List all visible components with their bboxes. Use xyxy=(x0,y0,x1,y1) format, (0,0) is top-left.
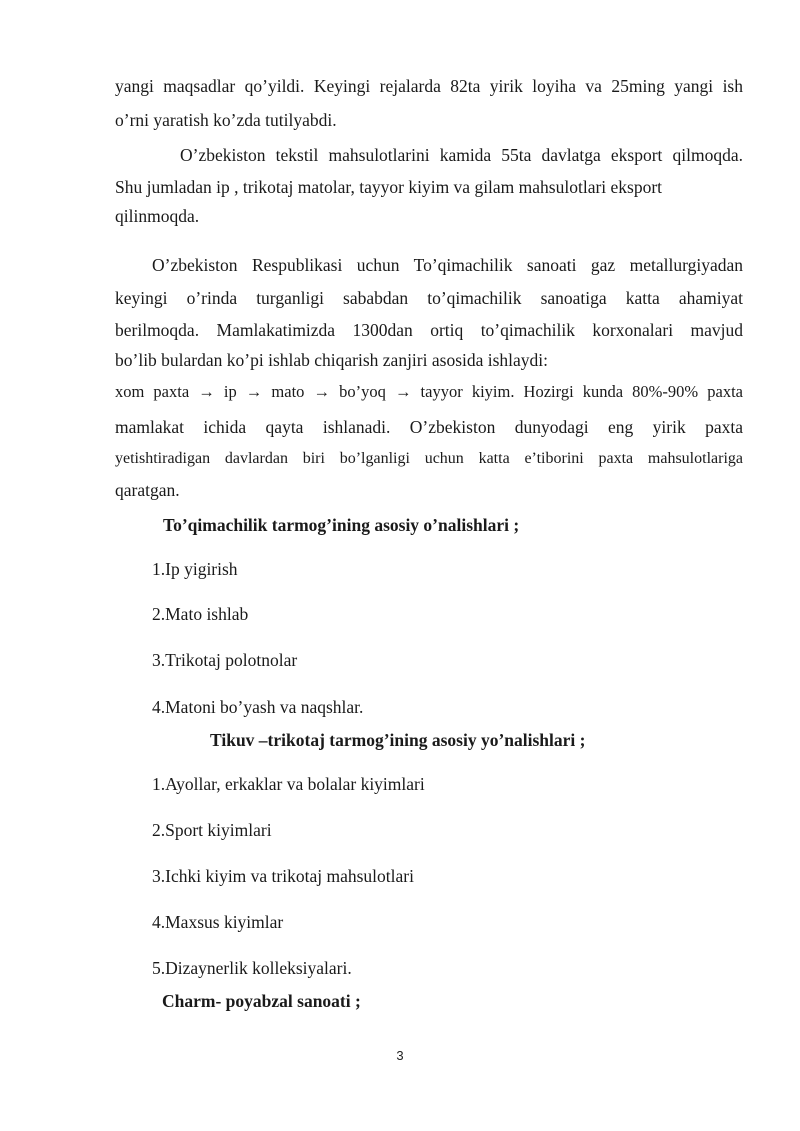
paragraph-line: O’zbekiston tekstil mahsulotlarini kamida 55ta davlatga eksport qilmoqda. xyxy=(180,145,743,165)
list-item: 3.Trikotaj polotnolar xyxy=(152,650,298,670)
paragraph-line: mamlakat ichida qayta ishlanadi. O’zbekiston dunyodagi eng yirik paxta xyxy=(115,417,743,437)
list-item: 4.Matoni bo’yash va naqshlar. xyxy=(152,697,364,717)
paragraph-line: Shu jumladan ip , trikotaj matolar, tayyor kiyim va gilam mahsulotlari eksport xyxy=(115,177,663,197)
paragraph-line: berilmoqda. Mamlakatimizda 1300dan ortiq to’qimachilik korxonalari mavjud xyxy=(115,320,743,340)
list-item: 1.Ayollar, erkaklar va bolalar kiyimlari xyxy=(152,774,425,794)
paragraph-line: xom paxta → ip → mato → bo’yoq → tayyor kiyim. Hozirgi kunda 80%-90% paxta xyxy=(115,382,743,401)
list-item: 1.Ip yigirish xyxy=(152,559,238,579)
paragraph-line: o’rni yaratish ko’zda tutilyabdi. xyxy=(115,110,337,130)
list-item: 3.Ichki kiyim va trikotaj mahsulotlari xyxy=(152,866,414,886)
section-heading-textile: To’qimachilik tarmog’ining asosiy o’nalishlari ; xyxy=(163,515,520,535)
section-heading-sewing: Tikuv –trikotaj tarmog’ining asosiy yo’nalishlari ; xyxy=(210,730,586,750)
paragraph-line: qilinmoqda. xyxy=(115,206,200,226)
section-heading-leather: Charm- poyabzal sanoati ; xyxy=(162,991,361,1011)
paragraph-line: yetishtiradigan davlardan biri bo’lganligi uchun katta e’tiborini paxta mahsulotlariga xyxy=(115,450,743,467)
paragraph-line: keyingi o’rinda turganligi sababdan to’qimachilik sanoatiga katta ahamiyat xyxy=(115,288,743,308)
paragraph-line: yangi maqsadlar qo’yildi. Keyingi rejalarda 82ta yirik loyiha va 25ming yangi ish xyxy=(115,76,743,96)
list-item: 2.Sport kiyimlari xyxy=(152,820,272,840)
paragraph-line: qaratgan. xyxy=(115,480,180,500)
list-item: 5.Dizaynerlik kolleksiyalari. xyxy=(152,958,352,978)
page-number: 3 xyxy=(396,1048,404,1063)
list-item: 2.Mato ishlab xyxy=(152,604,249,624)
paragraph-line: O’zbekiston Respublikasi uchun To’qimachilik sanoati gaz metallurgiyadan xyxy=(152,255,743,275)
list-item: 4.Maxsus kiyimlar xyxy=(152,912,284,932)
paragraph-line: bo’lib bulardan ko’pi ishlab chiqarish zanjiri asosida ishlaydi: xyxy=(115,350,549,370)
